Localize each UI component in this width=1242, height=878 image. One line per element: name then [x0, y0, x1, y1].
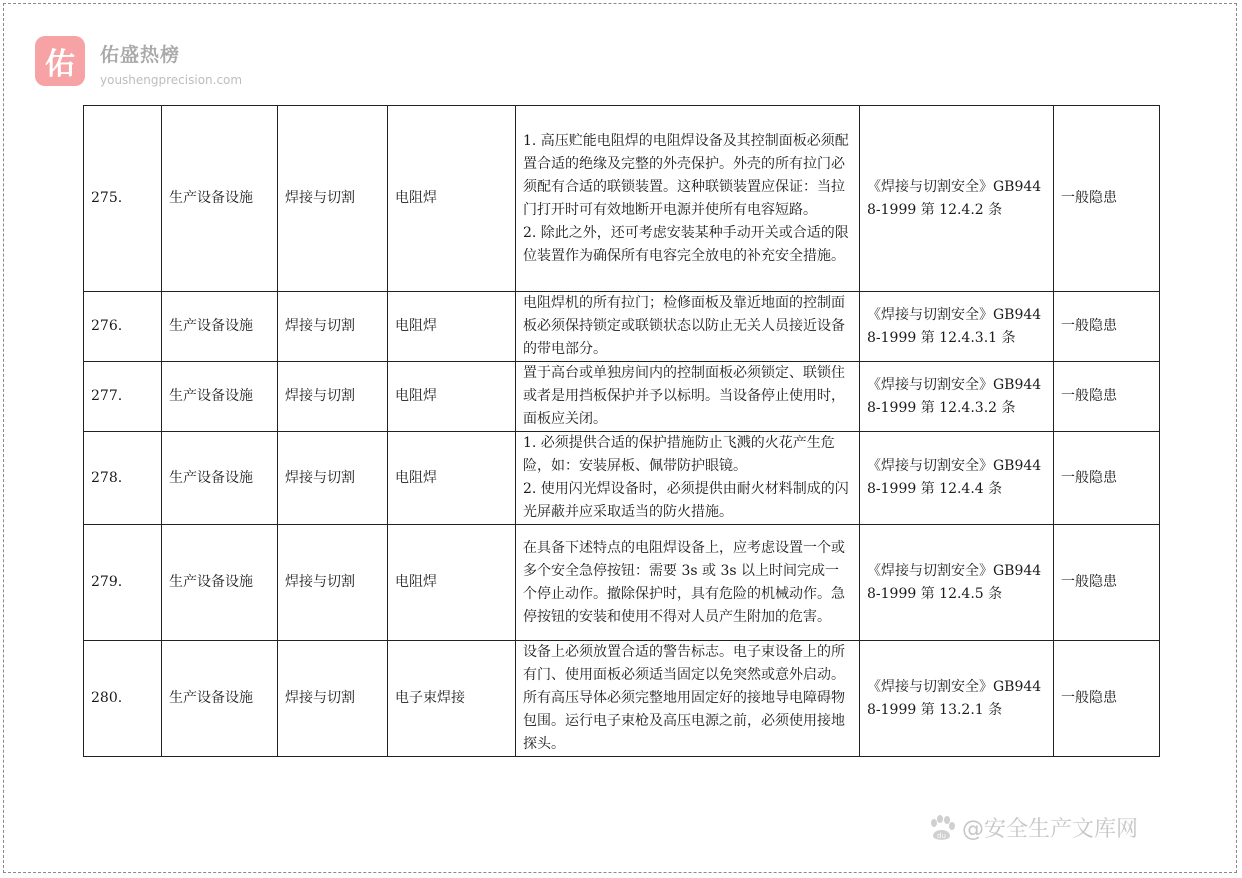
requirement-cell: 1. 必须提供合适的保护措施防止飞溅的火花产生危险，如：安装屏板、佩带防护眼镜。 2. 使用闪光焊设备时，必须提供由耐火材料制成的闪光屏蔽并应采取适当的防火措施。: [516, 432, 860, 525]
basis-cell: 《焊接与切割安全》GB9448-1999 第 12.4.4 条: [860, 432, 1054, 525]
category-cell: 生产设备设施: [162, 106, 278, 292]
basis-cell: 《焊接与切割安全》GB9448-1999 第 12.4.2 条: [860, 106, 1054, 292]
category-cell: 生产设备设施: [162, 641, 278, 757]
table-row: [84, 106, 1160, 292]
item-cell: 电阻焊: [388, 432, 516, 525]
requirement-cell: 电阻焊机的所有拉门；检修面板及靠近地面的控制面板必须保持锁定或联锁状态以防止无关人员接近设备的带电部分。: [516, 292, 860, 362]
process-cell: 焊接与切割: [278, 641, 388, 757]
table-row: [84, 362, 1160, 432]
watermark: [928, 812, 1138, 843]
level-cell: 一般隐患: [1054, 362, 1160, 432]
item-cell: 电阻焊: [388, 525, 516, 641]
item-cell: 电阻焊: [388, 362, 516, 432]
row-number: 275.: [84, 106, 162, 292]
process-cell: 焊接与切割: [278, 432, 388, 525]
category-cell: 生产设备设施: [162, 292, 278, 362]
process-cell: 焊接与切割: [278, 525, 388, 641]
level-cell: 一般隐患: [1054, 641, 1160, 757]
category-cell: 生产设备设施: [162, 362, 278, 432]
row-number: 277.: [84, 362, 162, 432]
paw-icon: [928, 814, 956, 842]
category-cell: 生产设备设施: [162, 525, 278, 641]
row-number: 279.: [84, 525, 162, 641]
row-number: 280.: [84, 641, 162, 757]
brand-url: youshengprecision.com: [100, 73, 243, 87]
level-cell: 一般隐患: [1054, 292, 1160, 362]
level-cell: 一般隐患: [1054, 432, 1160, 525]
row-number: 276.: [84, 292, 162, 362]
logo-badge-icon: 佑: [35, 36, 85, 86]
table-row: [84, 641, 1160, 757]
requirement-cell: 设备上必须放置合适的警告标志。电子束设备上的所有门、使用面板必须适当固定以免突然或意外启动。所有高压导体必须完整地用固定好的接地导电障碍物包围。运行电子束枪及高压电源之前，必须使用接地探头。: [516, 641, 860, 757]
brand-name: 佑盛热榜: [100, 44, 181, 66]
process-cell: 焊接与切割: [278, 106, 388, 292]
level-cell: 一般隐患: [1054, 106, 1160, 292]
item-cell: 电子束焊接: [388, 641, 516, 757]
basis-cell: 《焊接与切割安全》GB9448-1999 第 12.4.3.1 条: [860, 292, 1054, 362]
basis-cell: 《焊接与切割安全》GB9448-1999 第 12.4.5 条: [860, 525, 1054, 641]
basis-cell: 《焊接与切割安全》GB9448-1999 第 13.2.1 条: [860, 641, 1054, 757]
svg-text:du: du: [937, 831, 946, 840]
brand-logo: [35, 36, 242, 87]
requirement-cell: 1. 高压贮能电阻焊的电阻焊设备及其控制面板必须配置合适的绝缘及完整的外壳保护。外壳的所有拉门必须配有合适的联锁装置。这种联锁装置应保证：当拉门打开时可有效地断开电源并使所有电容短路。 2. 除此之外，还可考虑安装某种手动开关或合适的限位装置作为确保所有电容完全放电的补充安全措施。: [516, 106, 860, 292]
table-row: [84, 432, 1160, 525]
category-cell: 生产设备设施: [162, 432, 278, 525]
item-cell: 电阻焊: [388, 292, 516, 362]
basis-cell: 《焊接与切割安全》GB9448-1999 第 12.4.3.2 条: [860, 362, 1054, 432]
item-cell: 电阻焊: [388, 106, 516, 292]
process-cell: 焊接与切割: [278, 362, 388, 432]
level-cell: 一般隐患: [1054, 525, 1160, 641]
process-cell: 焊接与切割: [278, 292, 388, 362]
watermark-text: @安全生产文库网: [962, 817, 1139, 842]
table-body: [84, 106, 1160, 757]
row-number: 278.: [84, 432, 162, 525]
brand-text: [100, 40, 242, 87]
requirement-cell: 在具备下述特点的电阻焊设备上，应考虑设置一个或多个安全急停按钮：需要 3s 或 3s 以上时间完成一个停止动作。撤除保护时，具有危险的机械动作。急停按钮的安装和使用不得对人员产生附加的危害。: [516, 525, 860, 641]
requirement-cell: 置于高台或单独房间内的控制面板必须锁定、联锁住或者是用挡板保护并予以标明。当设备停止使用时，面板应关闭。: [516, 362, 860, 432]
hazard-table: [83, 105, 1160, 757]
table-row: [84, 292, 1160, 362]
table-row: [84, 525, 1160, 641]
